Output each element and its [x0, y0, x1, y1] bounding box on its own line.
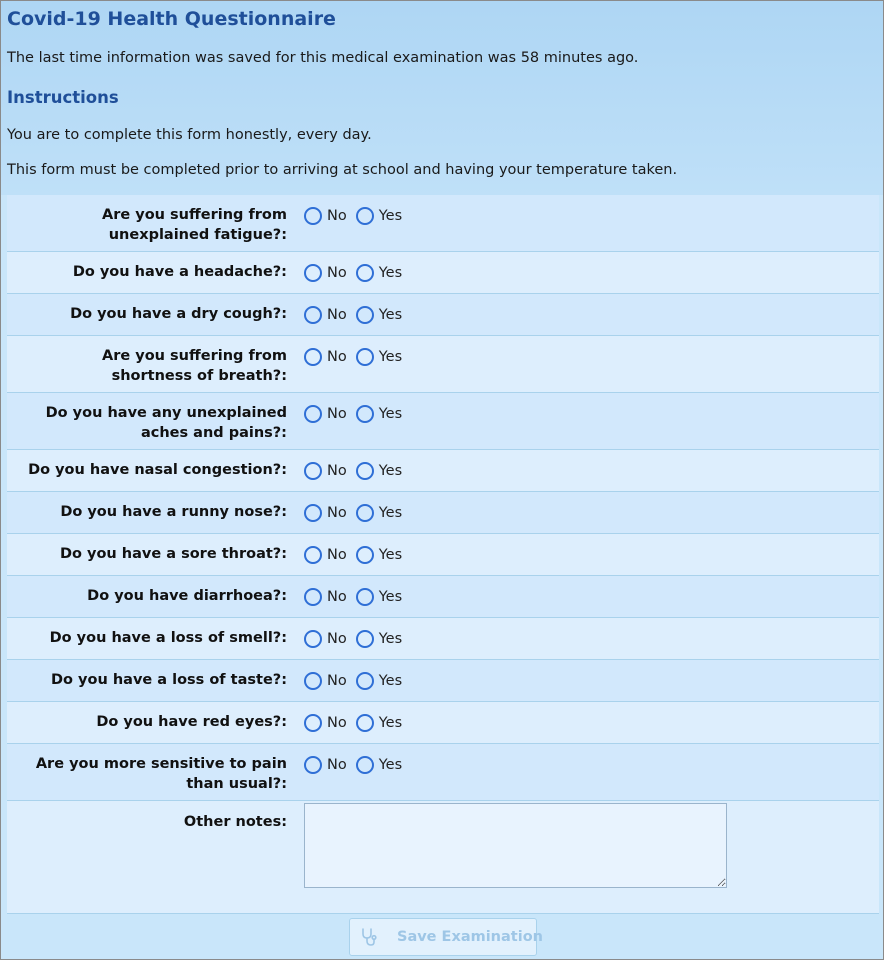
radio-no[interactable]: [304, 306, 322, 324]
radio-yes[interactable]: [356, 462, 374, 480]
radio-no-label[interactable]: No: [327, 547, 347, 563]
radio-yes[interactable]: [356, 207, 374, 225]
question-row-runny-nose: [7, 492, 879, 534]
radio-no[interactable]: [304, 546, 322, 564]
radio-no-label[interactable]: No: [327, 589, 347, 605]
radio-yes-label[interactable]: Yes: [378, 505, 403, 521]
answer-options: [304, 670, 411, 692]
radio-yes[interactable]: [356, 672, 374, 690]
page-title: Covid-19 Health Questionnaire: [7, 8, 336, 30]
answer-options: [304, 502, 411, 524]
radio-yes[interactable]: [356, 348, 374, 366]
radio-yes[interactable]: [356, 306, 374, 324]
radio-yes[interactable]: [356, 546, 374, 564]
radio-no-label[interactable]: No: [327, 757, 347, 773]
radio-no-label[interactable]: No: [327, 349, 347, 365]
radio-yes-label[interactable]: Yes: [378, 673, 403, 689]
answer-options: [304, 403, 411, 425]
radio-yes-label[interactable]: Yes: [378, 757, 403, 773]
question-row-loss-of-taste: [7, 660, 879, 702]
radio-yes-label[interactable]: Yes: [378, 463, 403, 479]
radio-yes-label[interactable]: Yes: [378, 406, 403, 422]
radio-no[interactable]: [304, 405, 322, 423]
answer-options: [304, 712, 411, 734]
radio-no-label[interactable]: No: [327, 265, 347, 281]
question-label: Do you have a loss of smell?:: [49, 630, 287, 646]
radio-no-label[interactable]: No: [327, 631, 347, 647]
question-label: Do you have red eyes?:: [96, 714, 287, 730]
radio-yes[interactable]: [356, 264, 374, 282]
save-examination-label: Save Examination: [397, 929, 543, 945]
question-row-fatigue: [7, 195, 879, 252]
answer-options: [304, 586, 411, 608]
question-label: Do you have a runny nose?:: [60, 504, 287, 520]
radio-yes-label[interactable]: Yes: [378, 307, 403, 323]
answer-options: [304, 544, 411, 566]
stethoscope-icon: [359, 927, 379, 947]
question-label: Do you have a loss of taste?:: [51, 672, 287, 688]
radio-no[interactable]: [304, 630, 322, 648]
radio-yes[interactable]: [356, 504, 374, 522]
radio-yes[interactable]: [356, 714, 374, 732]
notes-row: [7, 801, 879, 914]
radio-no[interactable]: [304, 462, 322, 480]
radio-no-label[interactable]: No: [327, 715, 347, 731]
radio-no[interactable]: [304, 348, 322, 366]
radio-no[interactable]: [304, 207, 322, 225]
radio-no[interactable]: [304, 588, 322, 606]
question-row-loss-of-smell: [7, 618, 879, 660]
other-notes-textarea[interactable]: [304, 803, 727, 888]
radio-no-label[interactable]: No: [327, 307, 347, 323]
radio-yes-label[interactable]: Yes: [378, 631, 403, 647]
question-row-shortness-of-breath: [7, 336, 879, 393]
radio-yes[interactable]: [356, 405, 374, 423]
radio-no[interactable]: [304, 264, 322, 282]
answer-options: [304, 346, 411, 368]
instructions-heading: Instructions: [7, 88, 119, 107]
answer-options: [304, 754, 411, 776]
last-saved-text: The last time information was saved for this medical examination was 58 minutes ago.: [7, 50, 639, 66]
question-row-pain-sensitivity: [7, 744, 879, 801]
form-footer: [7, 914, 879, 960]
question-label: Do you have any unexplained aches and pains?:: [45, 405, 287, 441]
radio-no-label[interactable]: No: [327, 505, 347, 521]
question-row-headache: [7, 252, 879, 294]
answer-options: [304, 262, 411, 284]
radio-yes-label[interactable]: Yes: [378, 589, 403, 605]
radio-yes-label[interactable]: Yes: [378, 547, 403, 563]
radio-yes[interactable]: [356, 588, 374, 606]
radio-yes[interactable]: [356, 630, 374, 648]
radio-no-label[interactable]: No: [327, 463, 347, 479]
answer-options: [304, 304, 411, 326]
radio-no[interactable]: [304, 672, 322, 690]
question-label: Are you more sensitive to pain than usual?:: [35, 756, 287, 792]
radio-no-label[interactable]: No: [327, 406, 347, 422]
question-row-nasal-congestion: [7, 450, 879, 492]
question-label: Do you have a sore throat?:: [59, 546, 287, 562]
question-label: Do you have nasal congestion?:: [28, 462, 287, 478]
question-row-red-eyes: [7, 702, 879, 744]
radio-no[interactable]: [304, 504, 322, 522]
radio-yes-label[interactable]: Yes: [378, 349, 403, 365]
question-label: Are you suffering from shortness of breath?:: [102, 348, 287, 384]
notes-label: Other notes:: [183, 814, 287, 830]
question-row-aches-and-pains: [7, 393, 879, 450]
question-label: Do you have a headache?:: [72, 264, 287, 280]
answer-options: [304, 460, 411, 482]
answer-options: [304, 628, 411, 650]
save-examination-button[interactable]: [349, 918, 543, 956]
question-label: Do you have a dry cough?:: [70, 306, 287, 322]
question-row-dry-cough: [7, 294, 879, 336]
radio-yes-label[interactable]: Yes: [378, 265, 403, 281]
radio-yes-label[interactable]: Yes: [378, 208, 403, 224]
radio-yes-label[interactable]: Yes: [378, 715, 403, 731]
radio-no-label[interactable]: No: [327, 673, 347, 689]
question-row-diarrhoea: [7, 576, 879, 618]
radio-no[interactable]: [304, 714, 322, 732]
radio-yes[interactable]: [356, 756, 374, 774]
radio-no-label[interactable]: No: [327, 208, 347, 224]
question-label: Do you have diarrhoea?:: [87, 588, 287, 604]
question-row-sore-throat: [7, 534, 879, 576]
answer-options: [304, 205, 411, 227]
question-label: Are you suffering from unexplained fatigue?:: [102, 207, 287, 243]
instructions-line-2: This form must be completed prior to arriving at school and having your temperature taken.: [7, 162, 678, 178]
radio-no[interactable]: [304, 756, 322, 774]
instructions-line-1: You are to complete this form honestly, every day.: [7, 127, 372, 143]
question-list: [7, 195, 879, 960]
